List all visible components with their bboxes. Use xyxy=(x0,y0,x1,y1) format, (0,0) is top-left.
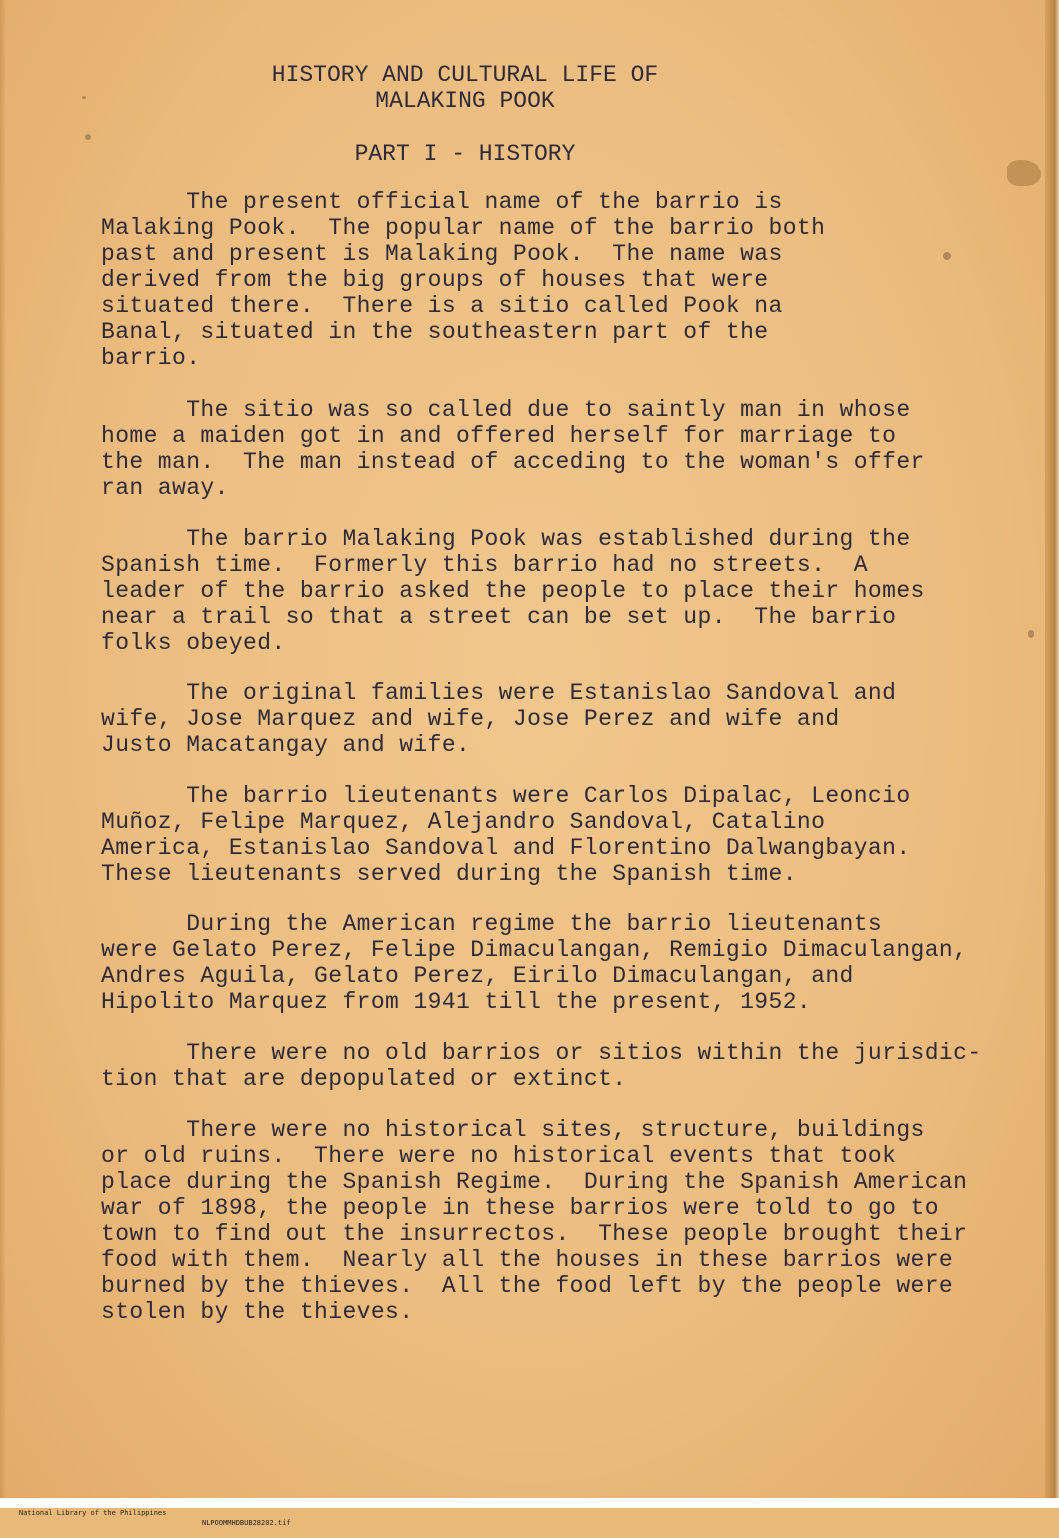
footer-library: National Library of the Philippines xyxy=(18,1509,167,1517)
footer-filename: NLPOOMMHDBUB28202.tif xyxy=(202,1519,291,1527)
paper-speck xyxy=(943,252,951,260)
paper-stain xyxy=(1007,160,1041,186)
paragraph: During the American regime the barrio lieutenants were Gelato Perez, Felipe Dimaculangan, Remigio Dimaculangan, Andres Aguila, Gelato Perez, Eirilo Dimaculangan, and Hipolito Marquez from 1941 till the present, 1952. xyxy=(101,911,968,1015)
paragraph: The barrio Malaking Pook was established during the Spanish time. Formerly this barrio had no streets. A leader of the barrio asked the people to place their homes near a trail so that a street can be set up. The barrio folks obeyed. xyxy=(101,526,925,656)
paper-speck xyxy=(85,134,91,140)
page-right-edge xyxy=(1045,0,1059,1508)
paragraph: There were no historical sites, structure, buildings or old ruins. There were no historical events that took place during the Spanish Regime. During the Spanish American war of 1898, the people in these barrios were told to go to town to find out the insurrectos. These people brought their food with them. Nearly all the houses in these barrios were burned by the thieves. All the food left by the people were stolen by the thieves. xyxy=(101,1117,968,1325)
page-left-edge xyxy=(0,0,6,1508)
paragraph: There were no old barrios or sitios within the jurisdic- tion that are depopulated or extinct. xyxy=(101,1040,982,1092)
paragraph: The sitio was so called due to saintly man in whose home a maiden got in and offered herself for marriage to the man. The man instead of acceding to the woman's offer ran away. xyxy=(101,397,925,501)
document-title-line1: HISTORY AND CULTURAL LIFE OF xyxy=(271,62,659,88)
document-title-line2: MALAKING POOK xyxy=(375,88,555,114)
scan-footer xyxy=(0,1498,1059,1527)
paragraph: The original families were Estanislao Sandoval and wife, Jose Marquez and wife, Jose Perez and wife and Justo Macatangay and wife. xyxy=(101,680,897,758)
paragraph: The present official name of the barrio is Malaking Pook. The popular name of the barrio both past and present is Malaking Pook. The name was derived from the big groups of houses that were situated there. There is a sitio called Pook na Banal, situated in the southeastern part of the barrio. xyxy=(101,189,826,371)
section-heading: PART I - HISTORY xyxy=(354,141,576,167)
paper-speck xyxy=(1028,630,1034,638)
paragraph: The barrio lieutenants were Carlos Dipalac, Leoncio Muñoz, Felipe Marquez, Alejandro Sandoval, Catalino America, Estanislao Sandoval and Florentino Dalwangbayan. These lieutenants served during the Spanish time. xyxy=(101,783,911,887)
